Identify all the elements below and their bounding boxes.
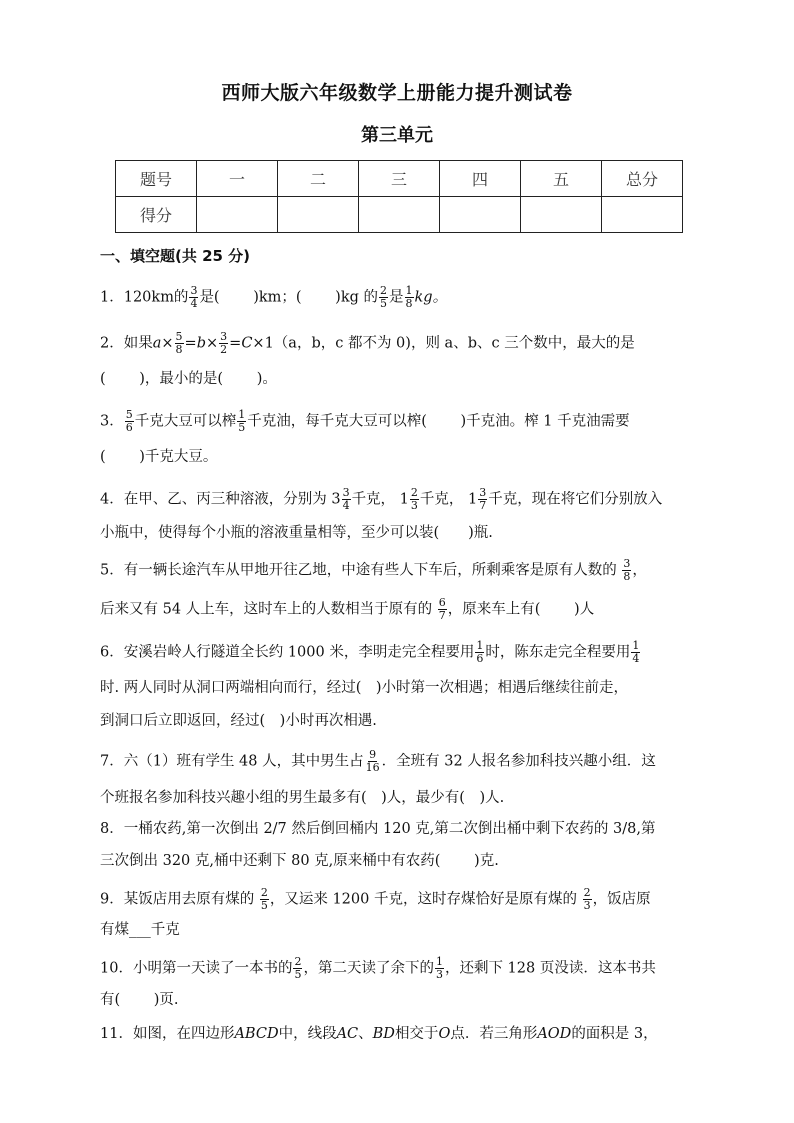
score-table: [115, 160, 683, 233]
score-input-cell[interactable]: [359, 197, 440, 233]
fraction: $\frac{1}{6}$: [476, 639, 484, 665]
score-row-label: 得分: [116, 197, 197, 233]
score-input-cell[interactable]: [197, 197, 278, 233]
question-6: 6．安溪岩岭人行隧道全长约 1000 米，李明走完全程要用 $\frac{1}{6}$ 时，陈东走完全程要用 $\frac{1}{4}$: [100, 639, 640, 665]
score-input-cell[interactable]: [602, 197, 683, 233]
fraction: $\frac{2}{5}$: [380, 284, 387, 310]
section-heading: 一、填空题(共 25 分): [100, 247, 251, 265]
score-table-cell: 五: [521, 161, 602, 197]
score-table-cell: 题号: [116, 161, 197, 197]
question-5-line-2: 后来又有 54 人上车，这时车上的人数相当于原有的 $\frac{6}{7}$ ，原来车上有( )人: [100, 596, 595, 622]
score-table-header-row: [116, 161, 683, 197]
score-table-cell: 三: [359, 161, 440, 197]
question-1: 1．120km的 $\frac{3}{4}$ 是( )km；( )kg 的 $\frac{2}{5}$ 是 $\frac{1}{8}$ kg。: [100, 284, 448, 310]
fraction: $\frac{1}{8}$: [405, 284, 413, 310]
page-title: 西师大版六年级数学上册能力提升测试卷: [221, 82, 573, 104]
score-table-cell: 二: [278, 161, 359, 197]
score-table-cell: 一: [197, 161, 278, 197]
question-3-line-2: ( )千克大豆。: [100, 449, 218, 465]
question-5: 5．有一辆长途汽车从甲地开往乙地，中途有些人下车后，所剩乘客是原有人数的 $\frac{3}{8}$ ，: [100, 557, 647, 583]
fraction: $\frac{3}{7}$: [479, 486, 487, 512]
fraction: $\frac{1}{5}$: [238, 408, 246, 434]
question-2-line-2: ( )，最小的是( )。: [100, 371, 277, 387]
fraction: $\frac{1}{3}$: [435, 955, 443, 981]
fraction: $\frac{3}{4}$: [342, 486, 350, 512]
score-input-cell[interactable]: [440, 197, 521, 233]
fraction: $\frac{5}{6}$: [125, 408, 133, 434]
question-7: 7．六（1）班有学生 48 人，其中男生占 $\frac{9}{16}$ ．全班有 32 人报名参加科技兴趣小组．这: [100, 748, 656, 774]
fraction: $\frac{3}{8}$: [623, 557, 631, 583]
fraction: $\frac{2}{5}$: [260, 886, 268, 912]
score-input-cell[interactable]: [521, 197, 602, 233]
fraction: $\frac{2}{3}$: [410, 486, 418, 512]
question-9: 9．某饭店用去原有煤的 $\frac{2}{5}$ ，又运来 1200 千克，这时存煤恰好是原有煤的 $\frac{2}{3}$ ，饭店原: [100, 886, 651, 912]
question-10: 10．小明第一天读了一本书的 $\frac{2}{5}$ ，第二天读了余下的 $\frac{1}{3}$ ，还剩下 128 页没读．这本书共: [100, 955, 656, 981]
fraction: $\frac{5}{8}$: [175, 330, 183, 356]
score-input-cell[interactable]: [278, 197, 359, 233]
unit-subtitle: 第三单元: [361, 125, 433, 146]
question-4: 4．在甲、乙、丙三种溶液，分别为 3 $\frac{3}{4}$ 千克， 1 $\frac{2}{3}$ 千克， 1 $\frac{3}{7}$ 千克，现在将它们分别放入: [100, 486, 663, 512]
fraction: $\frac{3}{4}$: [190, 284, 198, 310]
question-2: 2．如果a× $\frac{5}{8}$ =b× $\frac{3}{2}$ =C×1（a，b，c 都不为 0)，则 a、b、c 三个数中，最大的是: [100, 330, 635, 356]
fraction: $\frac{2}{5}$: [294, 955, 302, 981]
question-9-line-2: 有煤___千克: [100, 922, 180, 938]
score-table-cell: 总分: [602, 161, 683, 197]
fraction: $\frac{2}{3}$: [583, 886, 591, 912]
question-3: 3． $\frac{5}{6}$ 千克大豆可以榨 $\frac{1}{5}$ 千克油，每千克大豆可以榨( )千克油。榨 1 千克油需要: [100, 408, 630, 434]
question-6-line-3: 到洞口后立即返回，经过( )小时再次相遇.: [100, 713, 377, 729]
question-7-line-2: 个班报名参加科技兴趣小组的男生最多有( )人，最少有( )人.: [100, 790, 505, 806]
question-8-line-2: 三次倒出 320 克,桶中还剩下 80 克,原来桶中有农药( )克.: [100, 853, 499, 869]
fraction: $\frac{3}{2}$: [220, 330, 228, 356]
fraction: $\frac{1}{4}$: [632, 639, 640, 665]
fraction: $\frac{9}{16}$: [365, 748, 380, 774]
score-table-score-row: [116, 197, 683, 233]
question-8: 8．一桶农药,第一次倒出 2/7 然后倒回桶内 120 克,第二次倒出桶中剩下农药的 3/8,第: [100, 821, 656, 837]
question-4-line-2: 小瓶中，使得每个小瓶的溶液重量相等，至少可以装( )瓶.: [100, 525, 493, 541]
question-11: 11．如图，在四边形ABCD中，线段AC、BD相交于O点．若三角形AOD的面积是 3，: [100, 1026, 658, 1042]
fraction: $\frac{6}{7}$: [438, 596, 446, 622]
score-table-cell: 四: [440, 161, 521, 197]
question-6-line-2: 时. 两人同时从洞口两端相向而行，经过( )小时第一次相遇；相遇后继续往前走，: [100, 680, 629, 696]
question-10-line-2: 有( )页.: [100, 992, 179, 1008]
